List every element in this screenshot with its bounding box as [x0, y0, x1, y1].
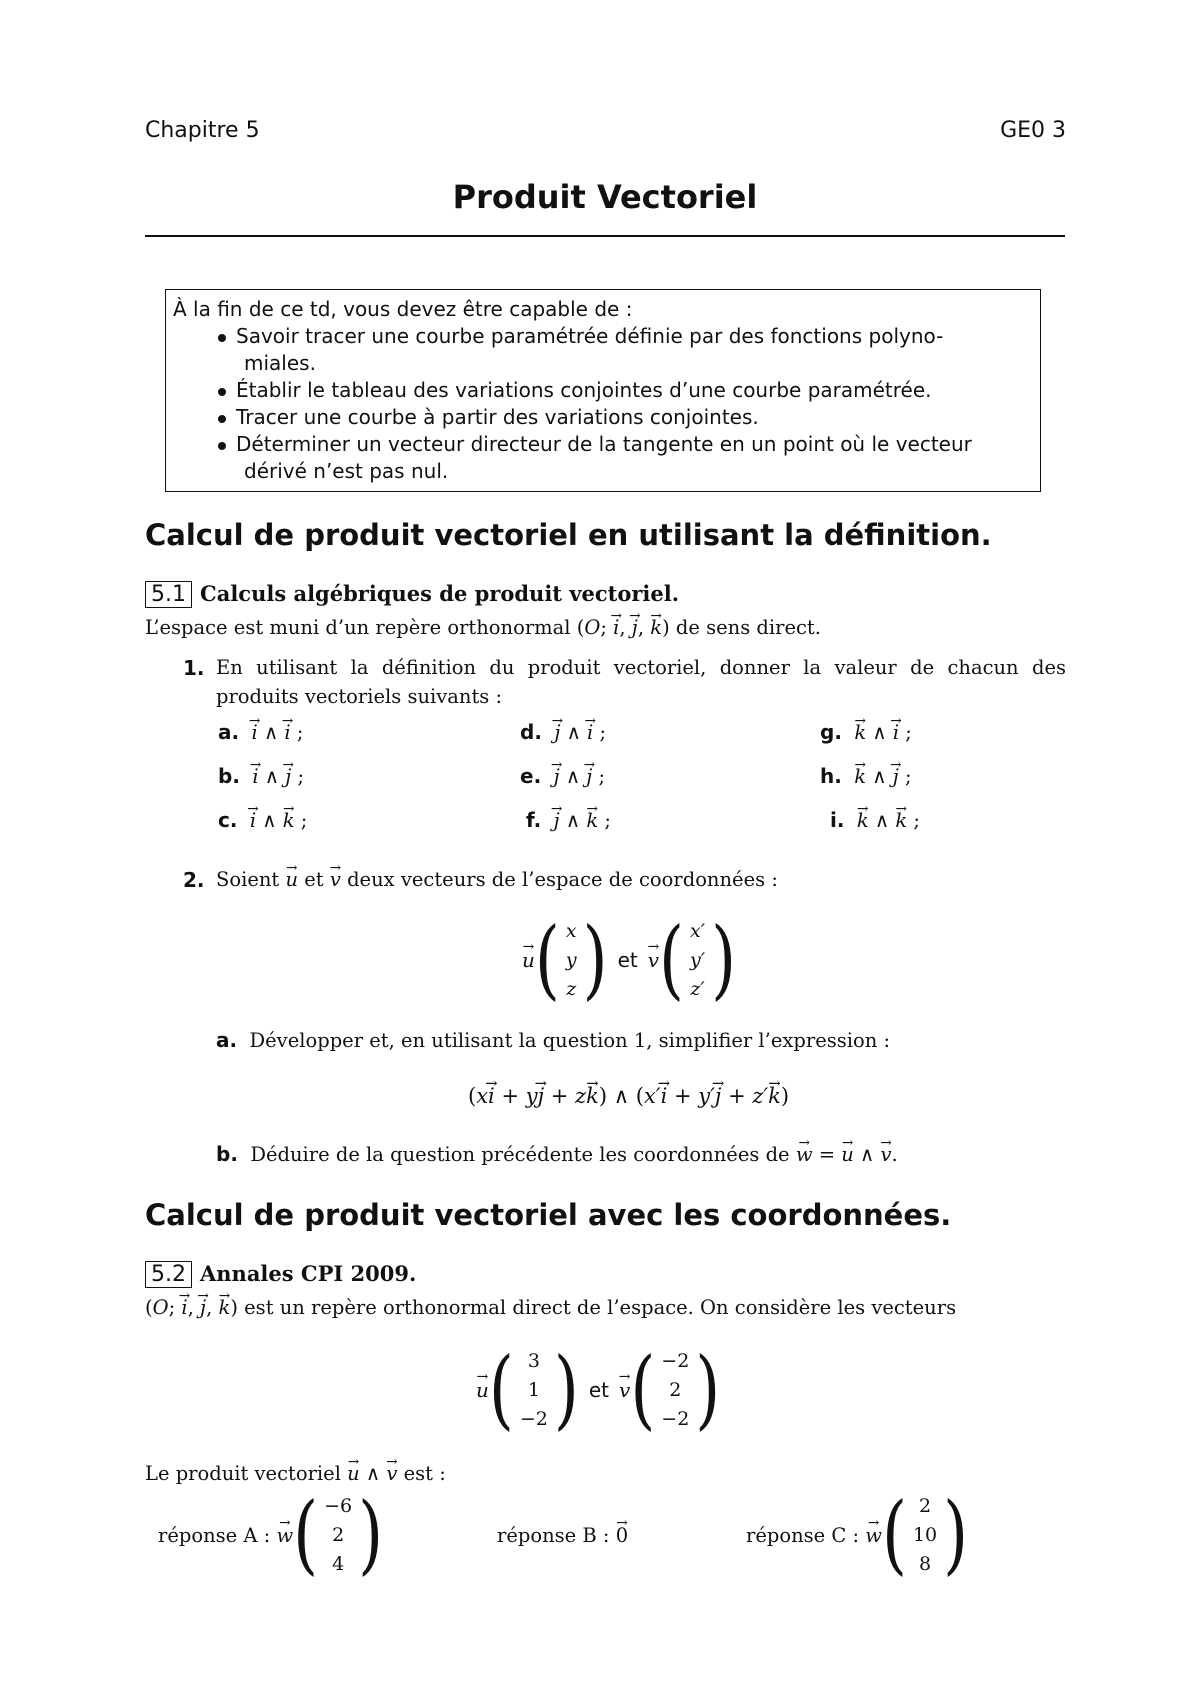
- bullet-icon: [218, 388, 226, 396]
- objectives-intro: À la fin de ce td, vous devez être capable de :: [173, 297, 633, 321]
- question-number: 1.: [183, 656, 205, 680]
- objective-item-continued: miales.: [244, 351, 316, 375]
- product-item: e. → j ∧ → j ;: [520, 764, 605, 788]
- objective-item: Tracer une courbe à partir des variations conjointes.: [218, 404, 759, 431]
- answer-option: réponse B : → 0: [497, 1490, 628, 1580]
- product-item: f. → j ∧ → k ;: [526, 808, 611, 832]
- question-text: Soient → u et → v deux vecteurs de l’espace de coordonnées :: [216, 868, 778, 891]
- chapter-label: Chapitre 5: [145, 118, 260, 143]
- title-rule: [145, 235, 1065, 237]
- exercise-number: 5.1: [145, 581, 192, 608]
- objective-item: Déterminer un vecteur directeur de la tangente en un point où le vecteur: [218, 431, 972, 458]
- product-item: b. → i ∧ → j ;: [218, 764, 304, 788]
- question-text: En utilisant la définition du produit vectoriel, donner la valeur de chacun des: [216, 656, 1066, 679]
- expression: (x→ i + y→ j + z→ k) ∧ (x′→ i + y′→ j + z′→ k): [468, 1084, 789, 1108]
- objective-item: Savoir tracer une courbe paramétrée définie par des fonctions polyno-: [218, 323, 943, 350]
- section-heading: Calcul de produit vectoriel en utilisant la définition.: [145, 518, 992, 552]
- bullet-icon: [218, 334, 226, 342]
- course-code: GE0 3: [1000, 118, 1066, 143]
- product-item: d. → j ∧ → i ;: [520, 720, 606, 744]
- product-item: i. → k ∧ → k ;: [830, 808, 920, 832]
- bullet-icon: [218, 415, 226, 423]
- question-number: 2.: [183, 868, 205, 892]
- product-item: a. → i ∧ → i ;: [218, 720, 303, 744]
- product-item: c. → i ∧ → k ;: [218, 808, 307, 832]
- coordinates-display: → u ( x y z ) et → v ( x′ y′ z′ ): [522, 910, 736, 1010]
- question-text: Le produit vectoriel → u ∧ → v est :: [145, 1462, 446, 1485]
- exercise-intro: (O; → i, → j, → k) est un repère orthonormal direct de l’espace. On considère les vecteurs: [145, 1296, 956, 1319]
- objective-item: Établir le tableau des variations conjointes d’une courbe paramétrée.: [218, 377, 932, 404]
- page-title: Produit Vectoriel: [452, 178, 758, 216]
- exercise-intro: L’espace est muni d’un repère orthonormal (O; → i, → j, → k) de sens direct.: [145, 616, 821, 639]
- exercise-title: 5.1 Calculs algébriques de produit vectoriel.: [145, 581, 679, 607]
- subquestion-b: b. Déduire de la question précédente les coordonnées de → w = → u ∧ → v.: [216, 1142, 898, 1166]
- product-item: h. → k ∧ → j ;: [820, 764, 912, 788]
- subquestion-a: a. Développer et, en utilisant la question 1, simplifier l’expression :: [216, 1028, 891, 1052]
- product-item: g. → k ∧ → i ;: [820, 720, 912, 744]
- objective-item-continued: dérivé n’est pas nul.: [244, 459, 449, 483]
- vectors-display: → u ( 3 1 −2 ) et → v ( −2 2 −2 ): [476, 1340, 720, 1440]
- bullet-icon: [218, 442, 226, 450]
- answer-option: réponse C : → w ( 2 10 8 ): [746, 1490, 968, 1580]
- section-heading: Calcul de produit vectoriel avec les coordonnées.: [145, 1198, 952, 1232]
- exercise-title: 5.2 Annales CPI 2009.: [145, 1261, 416, 1287]
- exercise-number: 5.2: [145, 1261, 192, 1288]
- question-text: produits vectoriels suivants :: [216, 685, 503, 708]
- answer-option: réponse A : → w ( −6 2 4 ): [158, 1490, 383, 1580]
